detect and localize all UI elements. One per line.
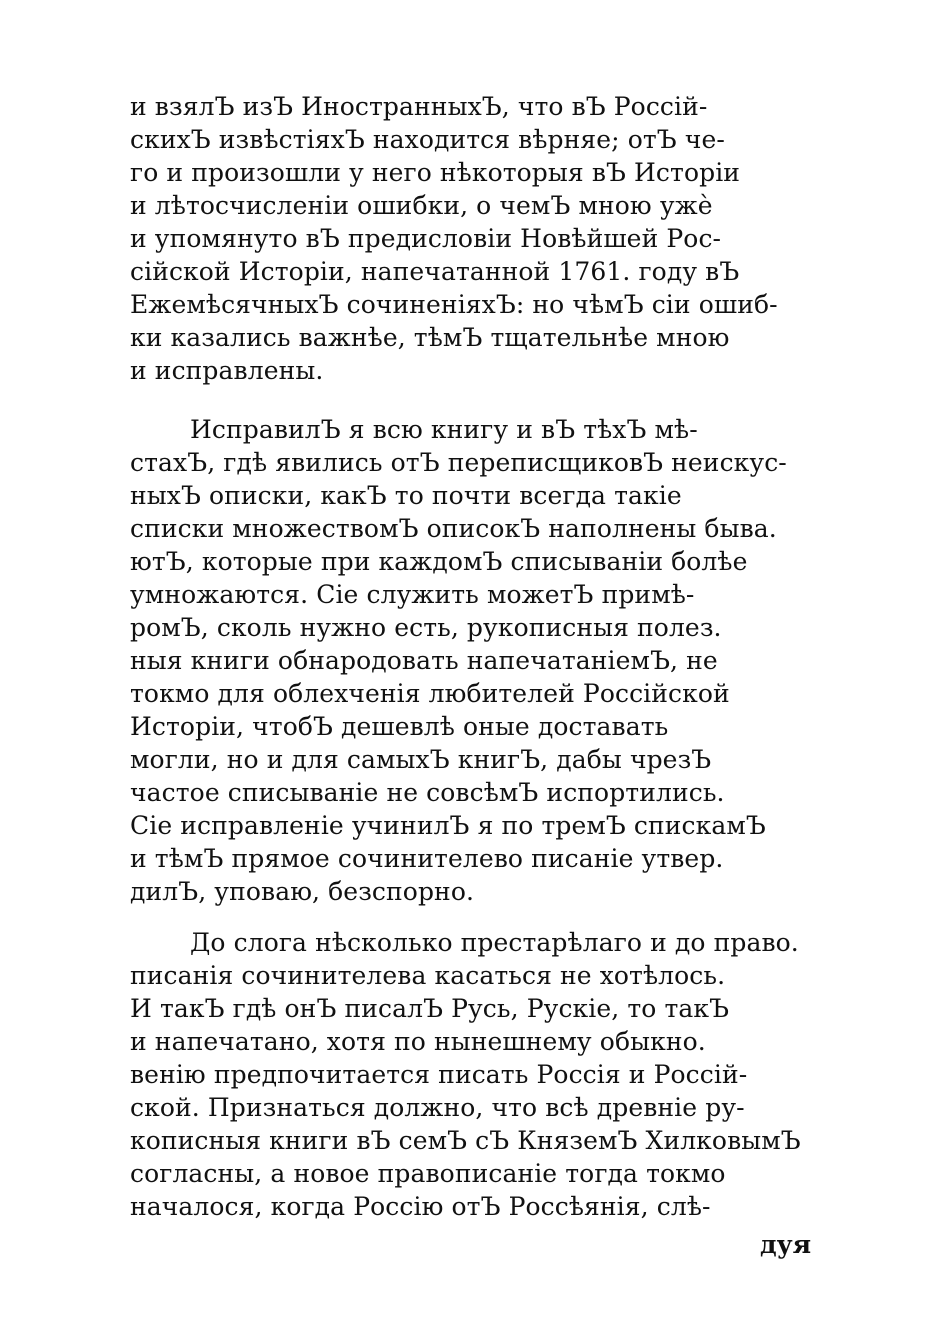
text-line: скихЪ извѣстіяхЪ находится вѣрняе; отЪ че- [130, 125, 725, 154]
text-line: Исторіи, чтобЪ дешевлѣ оные доставать [130, 712, 669, 741]
text-line: сійской Исторіи, напечатанной 1761. году вЪ [130, 257, 740, 286]
text-line: дилЪ, уповаю, безспорно. [130, 877, 475, 906]
text-line: И такЪ гдѣ онЪ писалЪ Русь, Рускіе, то такЪ [130, 994, 730, 1023]
text-line: ки казались важнѣе, тѣмЪ тщательнѣе мною [130, 323, 730, 352]
text-line: началося, когда Россію отЪ Россѣянія, слѣ- [130, 1192, 711, 1221]
paragraph-start-line: До слога нѣсколько престарѣлаго и до право. [190, 928, 799, 957]
text-line: венію предпочитается писать Россія и Россій- [130, 1060, 748, 1089]
text-line: ютЪ, которые при каждомЪ списываніи болѣе [130, 547, 748, 576]
text-line: ской. Признаться должно, что всѣ древніе ру- [130, 1093, 745, 1122]
text-line: ныя книги обнародовать напечатаніемЪ, не [130, 646, 718, 675]
text-line: ныхЪ описки, какЪ то почти всегда такіе [130, 481, 682, 510]
text-line: и лѣтосчисленіи ошибки, о чемЪ мною ужè [130, 191, 713, 220]
text-line: согласны, а новое правописаніе тогда токмо [130, 1159, 726, 1188]
text-line: токмо для облехченія любителей Россійской [130, 679, 730, 708]
text-line: могли, но и для самыхЪ книгЪ, дабы чрезЪ [130, 745, 712, 774]
catchword: дуя [760, 1230, 812, 1259]
text-line: Сіе исправленіе учинилЪ я по тремЪ спискамЪ [130, 811, 766, 840]
text-line: и тѣмЪ прямое сочинителево писаніе утвер. [130, 844, 724, 873]
text-line: писанія сочинителева касаться не хотѣлось. [130, 961, 726, 990]
text-line: и упомянуто вЪ предисловіи Новѣйшей Рос- [130, 224, 722, 253]
text-line: ромЪ, сколь нужно есть, рукописныя полез. [130, 613, 722, 642]
text-line: кописныя книги вЪ семЪ сЪ КняземЪ ХилковымЪ [130, 1126, 801, 1155]
text-line: и взялЪ изЪ ИностранныхЪ, что вЪ Россій- [130, 92, 708, 121]
paragraph-start-line: ИсправилЪ я всю книгу и вЪ тѣхЪ мѣ- [190, 415, 698, 444]
text-line: ЕжемѣсячныхЪ сочиненіяхЪ: но чѣмЪ сіи ошиб- [130, 290, 778, 319]
text-line: стахЪ, гдѣ явились отЪ переписщиковЪ неискус- [130, 448, 787, 477]
text-line: и исправлены. [130, 356, 324, 385]
text-line: умножаются. Сіе служить можетЪ примѣ- [130, 580, 695, 609]
text-line: и напечатано, хотя по нынешнему обыкно. [130, 1027, 706, 1056]
text-line: го и произошли у него нѣкоторыя вЪ Исторіи [130, 158, 741, 187]
text-line: списки множествомЪ описокЪ наполнены быва. [130, 514, 777, 543]
text-line: частое списываніе не совсѣмЪ испортились. [130, 778, 725, 807]
